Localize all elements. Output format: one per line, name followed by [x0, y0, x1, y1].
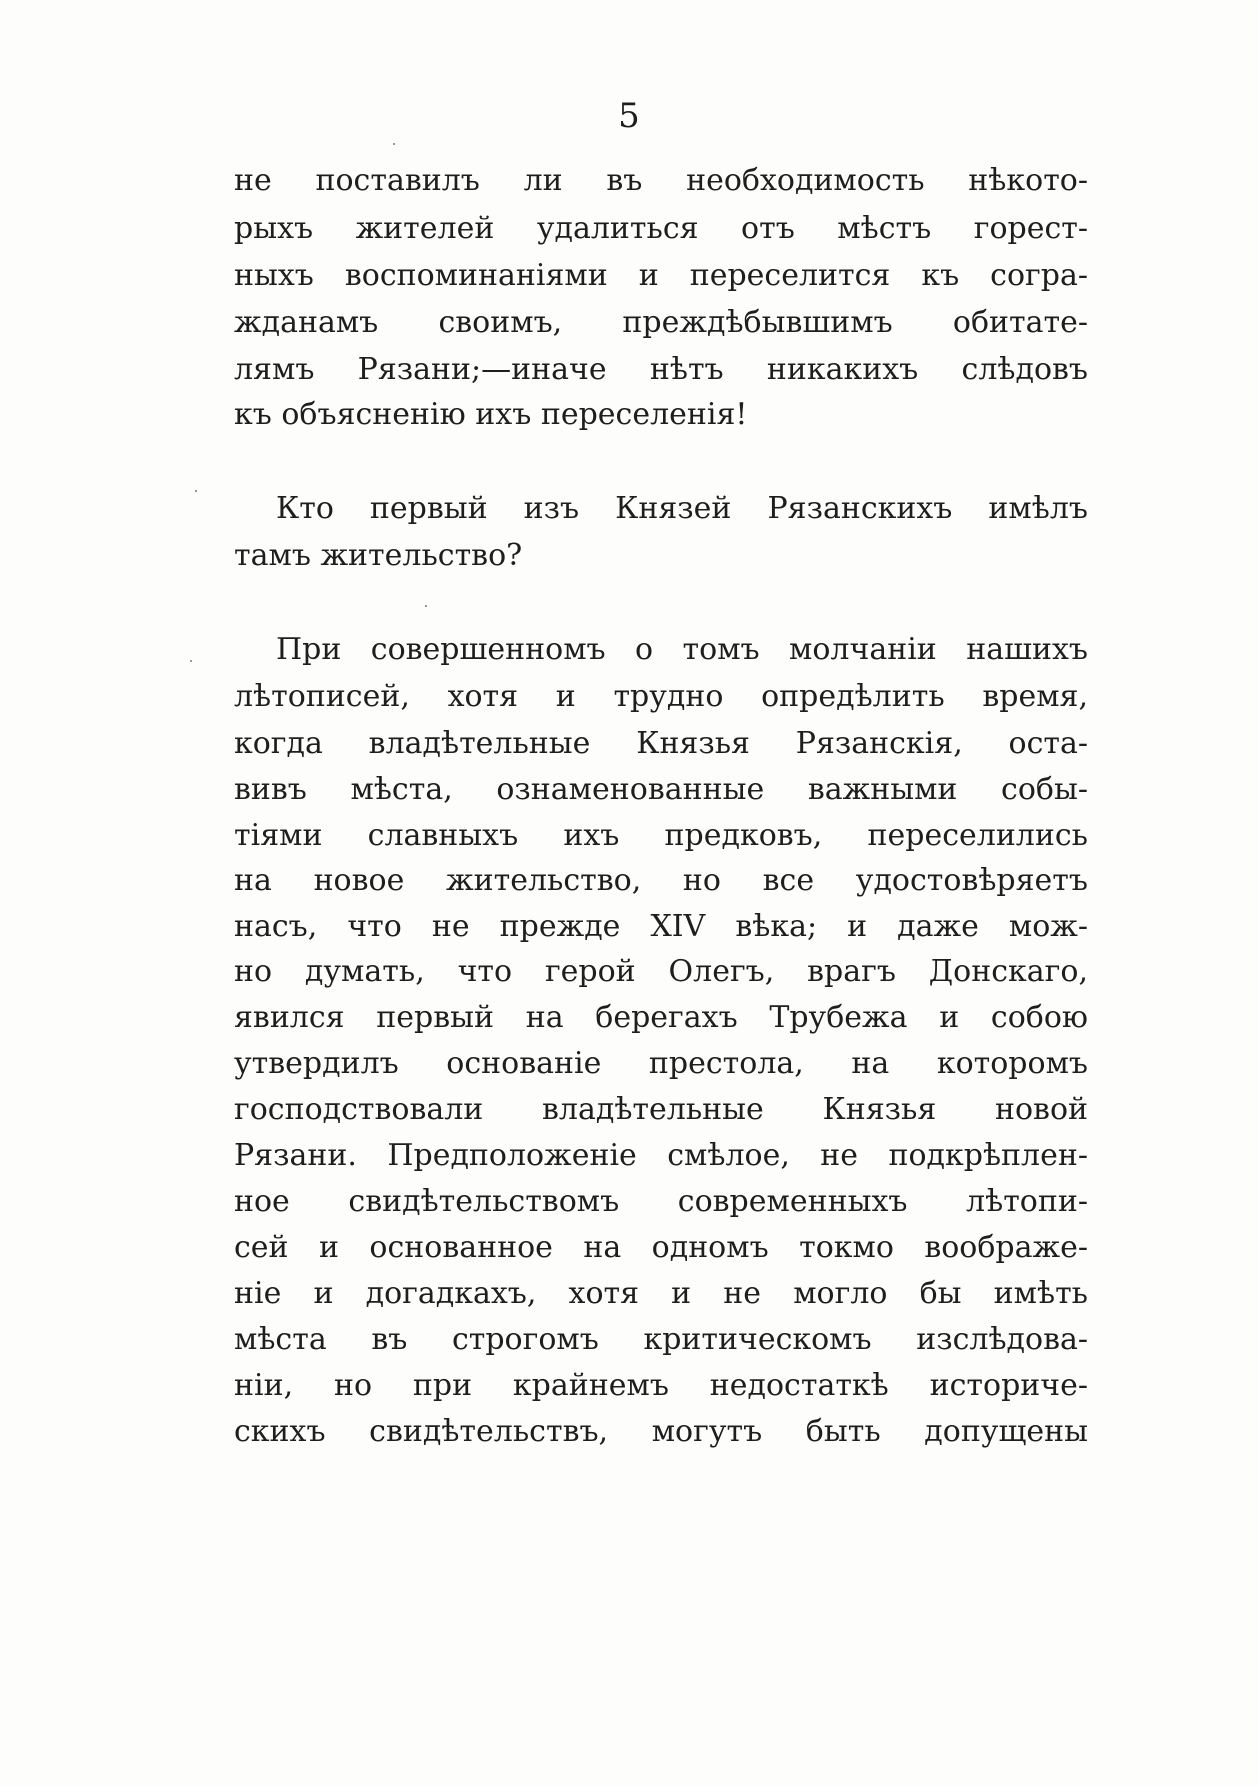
- text-line: сей и основанное на одномъ токмо воображе-: [234, 1230, 1088, 1265]
- text-line: насъ, что не прежде XIV вѣка; и даже мож-: [234, 909, 1088, 944]
- text-line: къ объясненію ихъ переселенія!: [234, 397, 748, 432]
- text-line: ныхъ воспоминаніями и переселится къ согра-: [234, 258, 1088, 293]
- scan-speck: [195, 490, 197, 492]
- text-line: лямъ Рязани;—иначе нѣтъ никакихъ слѣдовъ: [234, 352, 1088, 387]
- text-line: вивъ мѣста, ознаменованные важными собы-: [234, 772, 1088, 807]
- text-line: не поставилъ ли въ необходимость нѣкото-: [234, 163, 1088, 198]
- text-line: При совершенномъ о томъ молчаніи нашихъ: [276, 632, 1088, 667]
- section-question-line: тамъ жительство?: [234, 538, 523, 573]
- text-line: ніе и догадкахъ, хотя и не могло бы имѣть: [234, 1276, 1088, 1311]
- text-line: тіями славныхъ ихъ предковъ, переселились: [234, 818, 1088, 853]
- text-line: Рязани. Предположеніе смѣлое, не подкрѣплен-: [234, 1138, 1088, 1173]
- scan-speck: [425, 605, 427, 607]
- section-question-line: Кто первый изъ Князей Рязанскихъ имѣлъ: [276, 491, 1088, 526]
- scan-speck: [190, 660, 192, 662]
- text-line: жданамъ своимъ, преждѣбывшимъ обитате-: [234, 305, 1088, 340]
- text-line: утвердилъ основаніе престола, на которомъ: [234, 1046, 1088, 1081]
- text-line: лѣтописей, хотя и трудно опредѣлить время,: [234, 679, 1088, 714]
- text-line: явился первый на берегахъ Трубежа и собою: [234, 1000, 1088, 1035]
- text-line: ніи, но при крайнемъ недостаткѣ историче-: [234, 1368, 1088, 1403]
- text-line: мѣста въ строгомъ критическомъ изслѣдова-: [234, 1322, 1088, 1357]
- text-line: но думать, что герой Олегъ, врагъ Донскаго,: [234, 954, 1088, 989]
- text-line: скихъ свидѣтельствъ, могутъ быть допущены: [234, 1414, 1088, 1449]
- text-line: когда владѣтельные Князья Рязанскія, оста-: [234, 726, 1088, 761]
- page-number: 5: [618, 96, 641, 136]
- text-line: господствовали владѣтельные Князья новой: [234, 1092, 1088, 1127]
- text-line: ное свидѣтельствомъ современныхъ лѣтопи-: [234, 1184, 1088, 1219]
- text-line: рыхъ жителей удалиться отъ мѣстъ горест-: [234, 211, 1088, 246]
- scan-speck: [393, 143, 395, 145]
- text-line: на новое жительство, но все удостовѣряетъ: [234, 863, 1088, 898]
